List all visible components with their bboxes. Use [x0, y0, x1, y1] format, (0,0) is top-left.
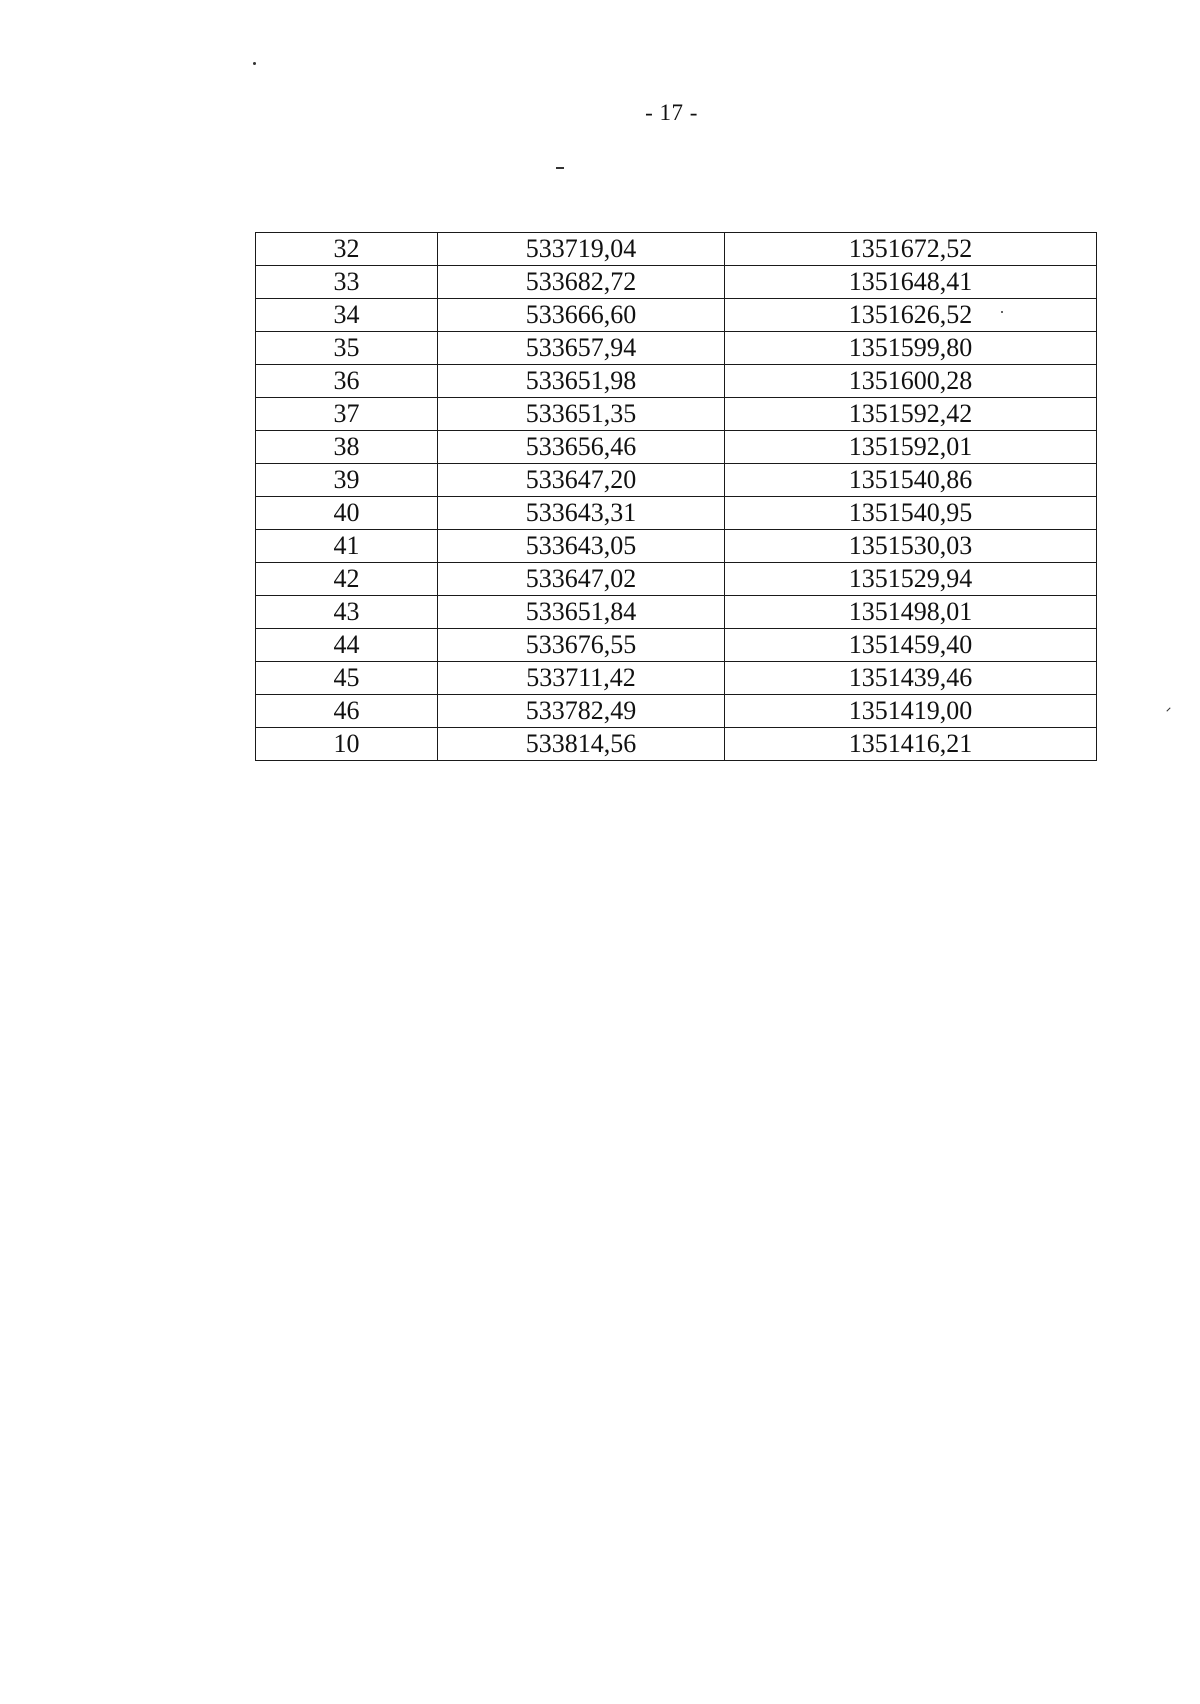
- y-coordinate-cell: 1351592,01: [725, 431, 1097, 464]
- point-number-cell: 44: [256, 629, 438, 662]
- point-number-cell: 34: [256, 299, 438, 332]
- x-coordinate-cell: 533711,42: [438, 662, 725, 695]
- table-row: [256, 497, 1097, 530]
- y-coordinate-cell: 1351672,52: [725, 233, 1097, 266]
- point-number-cell: 36: [256, 365, 438, 398]
- table-row: [256, 530, 1097, 563]
- point-number-cell: 35: [256, 332, 438, 365]
- point-number-cell: 42: [256, 563, 438, 596]
- point-number-cell: 32: [256, 233, 438, 266]
- point-number-cell: 38: [256, 431, 438, 464]
- table-row: [256, 266, 1097, 299]
- table-row: [256, 662, 1097, 695]
- x-coordinate-cell: 533666,60: [438, 299, 725, 332]
- table-row: [256, 629, 1097, 662]
- x-coordinate-cell: 533643,05: [438, 530, 725, 563]
- coordinates-table: [255, 232, 1097, 761]
- table-row: [256, 464, 1097, 497]
- y-coordinate-cell: 1351529,94: [725, 563, 1097, 596]
- scan-speck: [253, 62, 256, 65]
- point-number-cell: 10: [256, 728, 438, 761]
- x-coordinate-cell: 533682,72: [438, 266, 725, 299]
- table-row: [256, 596, 1097, 629]
- x-coordinate-cell: 533719,04: [438, 233, 725, 266]
- table-row: [256, 365, 1097, 398]
- y-coordinate-cell: 1351530,03: [725, 530, 1097, 563]
- y-coordinate-cell: 1351648,41: [725, 266, 1097, 299]
- y-coordinate-cell: 1351599,80: [725, 332, 1097, 365]
- y-coordinate-cell: 1351459,40: [725, 629, 1097, 662]
- x-coordinate-cell: 533643,31: [438, 497, 725, 530]
- scan-speck: [1166, 707, 1170, 711]
- y-coordinate-cell: 1351592,42: [725, 398, 1097, 431]
- x-coordinate-cell: 533656,46: [438, 431, 725, 464]
- x-coordinate-cell: 533782,49: [438, 695, 725, 728]
- point-number-cell: 43: [256, 596, 438, 629]
- point-number-cell: 39: [256, 464, 438, 497]
- x-coordinate-cell: 533647,20: [438, 464, 725, 497]
- x-coordinate-cell: 533814,56: [438, 728, 725, 761]
- y-coordinate-cell: 1351439,46: [725, 662, 1097, 695]
- x-coordinate-cell: 533651,35: [438, 398, 725, 431]
- y-coordinate-cell: 1351540,95: [725, 497, 1097, 530]
- y-coordinate-cell: 1351600,28: [725, 365, 1097, 398]
- table-row: [256, 695, 1097, 728]
- table-row: [256, 398, 1097, 431]
- x-coordinate-cell: 533657,94: [438, 332, 725, 365]
- table-row: [256, 728, 1097, 761]
- y-coordinate-cell: 1351626,52: [725, 299, 1097, 332]
- point-number-cell: 33: [256, 266, 438, 299]
- y-coordinate-cell: 1351419,00: [725, 695, 1097, 728]
- y-coordinate-cell: 1351498,01: [725, 596, 1097, 629]
- table-row: [256, 299, 1097, 332]
- x-coordinate-cell: 533651,98: [438, 365, 725, 398]
- y-coordinate-cell: 1351540,86: [725, 464, 1097, 497]
- y-coordinate-cell: 1351416,21: [725, 728, 1097, 761]
- table-row: [256, 563, 1097, 596]
- table-row: [256, 233, 1097, 266]
- x-coordinate-cell: 533676,55: [438, 629, 725, 662]
- page-number: - 17 -: [645, 100, 698, 125]
- point-number-cell: 37: [256, 398, 438, 431]
- point-number-cell: 46: [256, 695, 438, 728]
- x-coordinate-cell: 533647,02: [438, 563, 725, 596]
- table-row: [256, 332, 1097, 365]
- point-number-cell: 45: [256, 662, 438, 695]
- x-coordinate-cell: 533651,84: [438, 596, 725, 629]
- point-number-cell: 41: [256, 530, 438, 563]
- point-number-cell: 40: [256, 497, 438, 530]
- scan-speck: [556, 167, 564, 169]
- table-row: [256, 431, 1097, 464]
